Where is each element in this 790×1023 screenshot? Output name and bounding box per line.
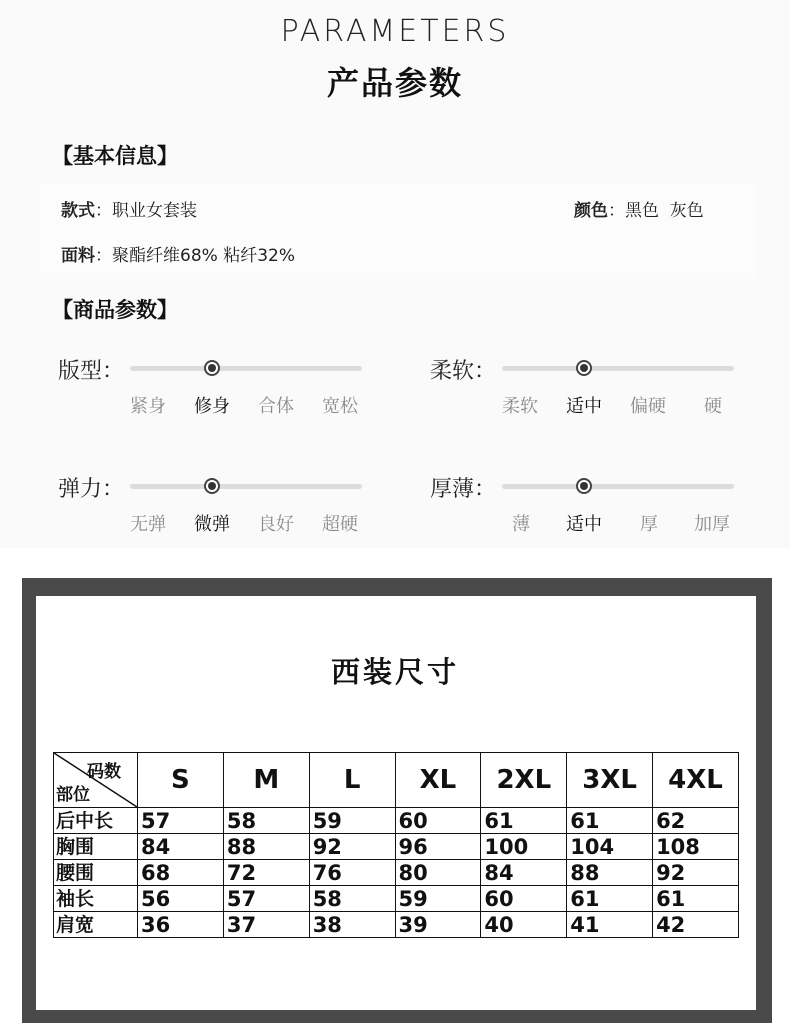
- table-row: [54, 834, 739, 860]
- param-option: 柔软: [502, 396, 538, 417]
- row-part: 胸围: [54, 834, 138, 860]
- fabric-value: 聚酯纤维68% 粘纤32%: [112, 246, 295, 266]
- param-knob: [204, 360, 220, 376]
- table-cell: 58: [223, 808, 309, 834]
- param-track: [502, 366, 734, 371]
- param-label: 柔软：: [430, 359, 497, 384]
- param-option: 偏硬: [630, 396, 666, 417]
- param-option: 厚: [640, 514, 658, 535]
- table-cell: 96: [395, 834, 481, 860]
- param-option: 修身: [194, 396, 230, 417]
- param-options: [130, 392, 370, 418]
- param-track: [130, 366, 362, 371]
- param-option: 良好: [258, 514, 294, 535]
- param-label: 版型：: [58, 359, 125, 384]
- fabric-key: 面料: [61, 246, 95, 266]
- table-cell: 100: [481, 834, 567, 860]
- table-cell: 57: [138, 808, 224, 834]
- param-option: 宽松: [322, 396, 358, 417]
- param-option: 加厚: [694, 514, 730, 535]
- color-info: [574, 196, 704, 221]
- param-thickness: [430, 472, 750, 552]
- table-cell: 60: [481, 886, 567, 912]
- table-cell: 61: [653, 886, 739, 912]
- table-cell: 84: [138, 834, 224, 860]
- param-options: [502, 510, 742, 536]
- table-cell: 39: [395, 912, 481, 938]
- table-cell: 40: [481, 912, 567, 938]
- param-label: 厚薄：: [430, 477, 497, 502]
- table-cell: 88: [223, 834, 309, 860]
- table-row: [54, 808, 739, 834]
- table-cell: 68: [138, 860, 224, 886]
- param-label: 弹力：: [58, 477, 125, 502]
- row-part: 肩宽: [54, 912, 138, 938]
- size-header-row: [54, 753, 739, 808]
- param-elasticity: [58, 472, 378, 552]
- table-cell: 76: [309, 860, 395, 886]
- row-part: 袖长: [54, 886, 138, 912]
- param-option: 适中: [566, 514, 602, 535]
- param-option: 薄: [512, 514, 530, 535]
- size-header: L: [309, 753, 395, 808]
- table-cell: 80: [395, 860, 481, 886]
- page-title-cn: 产品参数: [326, 64, 463, 102]
- param-option: 硬: [704, 396, 722, 417]
- table-cell: 59: [395, 886, 481, 912]
- style-value: 职业女套装: [112, 201, 197, 221]
- product-params-heading: 【商品参数】: [52, 298, 178, 322]
- table-cell: 56: [138, 886, 224, 912]
- param-knob: [576, 360, 592, 376]
- basic-info-heading: 【基本信息】: [52, 144, 178, 168]
- param-option: 超硬: [322, 514, 358, 535]
- size-header: 2XL: [481, 753, 567, 808]
- param-options: [502, 392, 742, 418]
- table-cell: 41: [567, 912, 653, 938]
- table-cell: 72: [223, 860, 309, 886]
- page-title-en: PARAMETERS: [280, 14, 510, 49]
- table-cell: 61: [481, 808, 567, 834]
- size-header: M: [223, 753, 309, 808]
- param-option: 适中: [566, 396, 602, 417]
- param-track: [130, 484, 362, 489]
- color-sep: ：: [608, 201, 625, 221]
- size-header: S: [138, 753, 224, 808]
- table-row: [54, 860, 739, 886]
- style-info: [61, 196, 197, 221]
- param-softness: [430, 354, 750, 434]
- table-cell: 104: [567, 834, 653, 860]
- size-table: [53, 752, 739, 938]
- table-cell: 38: [309, 912, 395, 938]
- row-part: 后中长: [54, 808, 138, 834]
- param-option: 无弹: [130, 514, 166, 535]
- table-cell: 58: [309, 886, 395, 912]
- param-options: [130, 510, 370, 536]
- param-track: [502, 484, 734, 489]
- table-corner-cell: [54, 753, 138, 808]
- table-cell: 57: [223, 886, 309, 912]
- row-part: 腰围: [54, 860, 138, 886]
- table-cell: 61: [567, 808, 653, 834]
- table-cell: 92: [309, 834, 395, 860]
- table-row: [54, 886, 739, 912]
- table-cell: 36: [138, 912, 224, 938]
- table-cell: 84: [481, 860, 567, 886]
- table-cell: 88: [567, 860, 653, 886]
- size-header: XL: [395, 753, 481, 808]
- size-chart-title: 西装尺寸: [330, 655, 459, 689]
- param-fit: [58, 354, 378, 434]
- fabric-sep: ：: [95, 246, 112, 266]
- param-knob: [576, 478, 592, 494]
- param-option: 合体: [258, 396, 294, 417]
- corner-size-label: 码数: [87, 762, 121, 782]
- corner-part-label: 部位: [56, 785, 90, 805]
- table-cell: 37: [223, 912, 309, 938]
- table-cell: 59: [309, 808, 395, 834]
- table-cell: 61: [567, 886, 653, 912]
- fabric-info: [61, 241, 295, 266]
- table-cell: 62: [653, 808, 739, 834]
- table-cell: 42: [653, 912, 739, 938]
- size-header: 3XL: [567, 753, 653, 808]
- param-option: 紧身: [130, 396, 166, 417]
- size-header: 4XL: [653, 753, 739, 808]
- table-row: [54, 912, 739, 938]
- table-cell: 92: [653, 860, 739, 886]
- param-option: 微弹: [194, 514, 230, 535]
- table-cell: 60: [395, 808, 481, 834]
- table-cell: 108: [653, 834, 739, 860]
- color-value: 黑色 灰色: [625, 201, 704, 221]
- color-key: 颜色: [574, 201, 608, 221]
- param-knob: [204, 478, 220, 494]
- style-sep: ：: [95, 201, 112, 221]
- style-key: 款式: [61, 201, 95, 221]
